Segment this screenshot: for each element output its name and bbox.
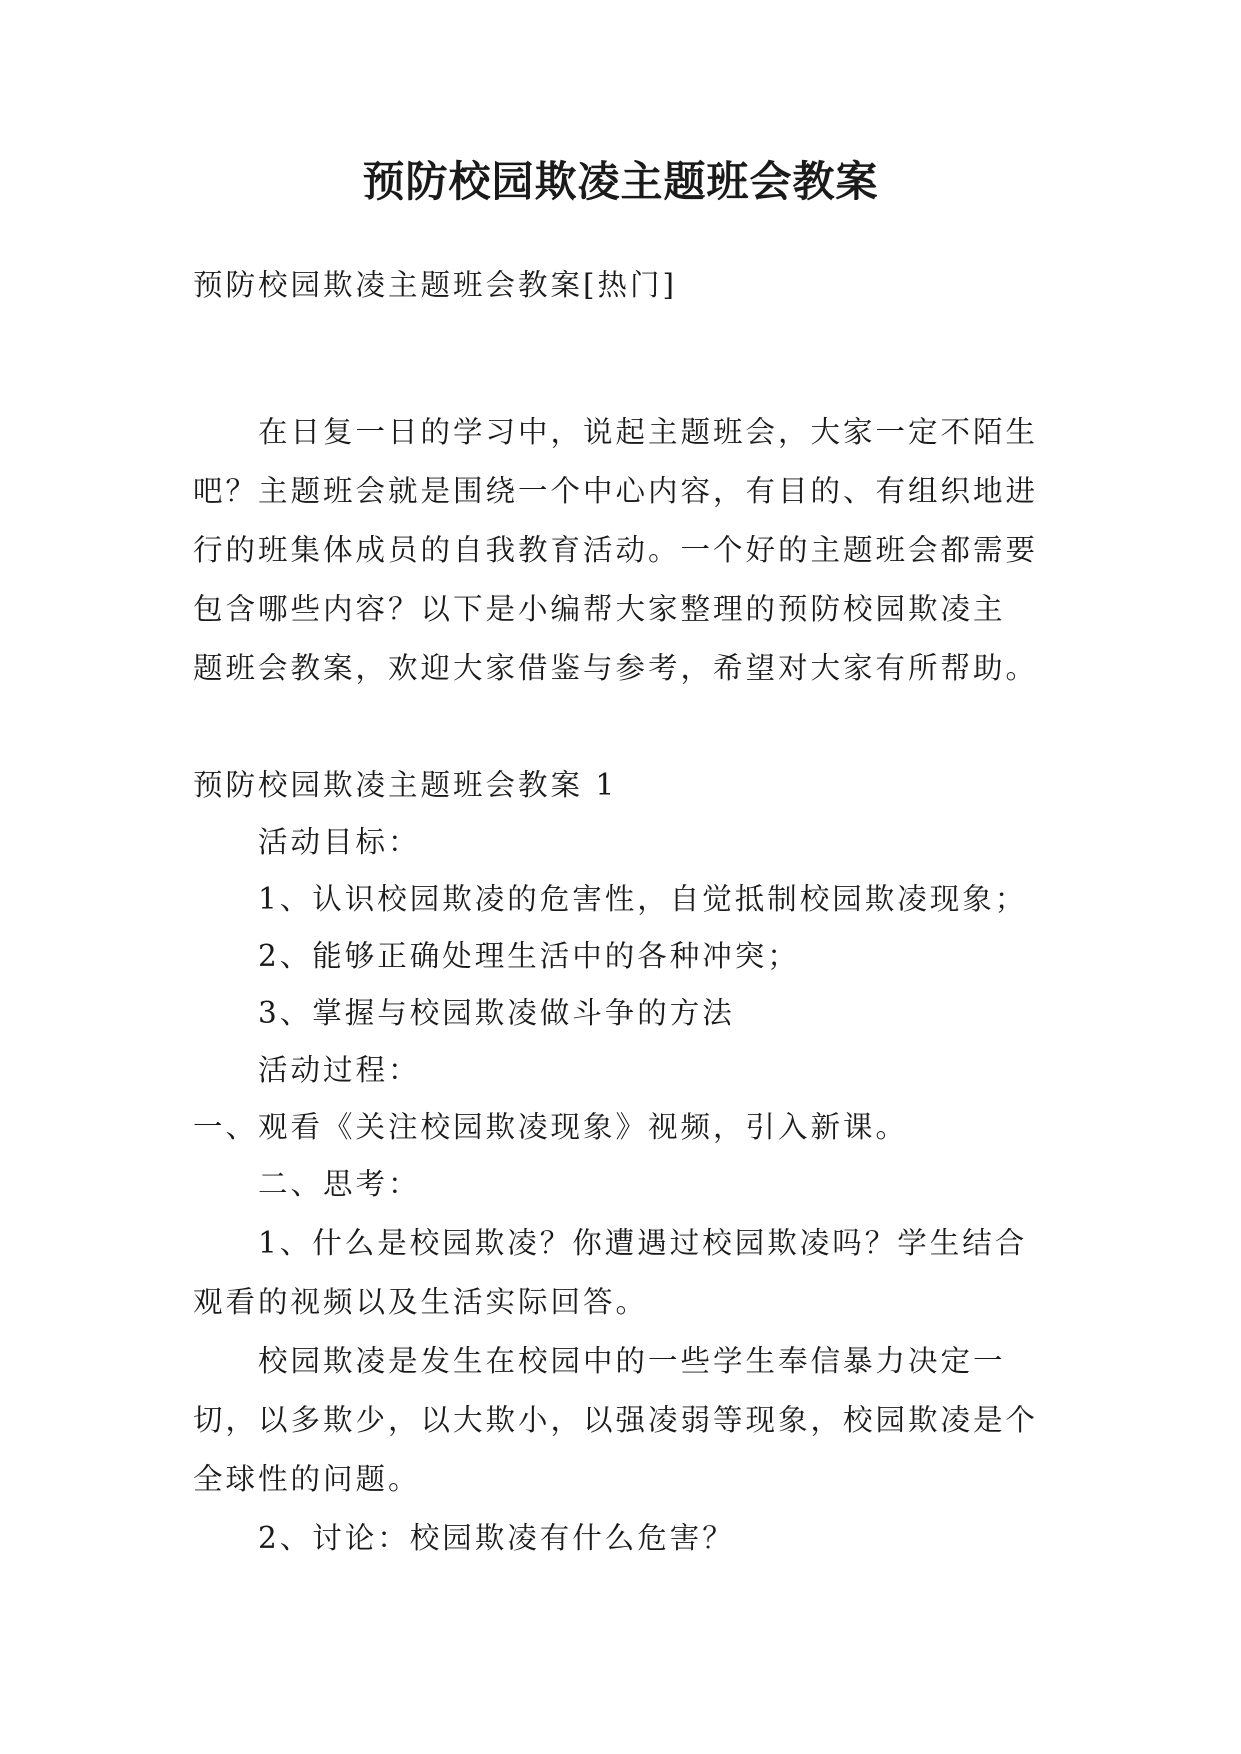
goal-item-2: 2、能够正确处理生活中的各种冲突； bbox=[258, 939, 800, 973]
question-1-line-2: 观看的视频以及生活实际回答。 bbox=[193, 1285, 649, 1319]
goal-item-1: 1、认识校园欺凌的危害性，自觉抵制校园欺凌现象； bbox=[258, 882, 1028, 916]
definition-line-3: 全球性的问题。 bbox=[193, 1462, 421, 1496]
section-heading: 预防校园欺凌主题班会教案 1 bbox=[193, 768, 618, 802]
intro-line-5: 题班会教案，欢迎大家借鉴与参考，希望对大家有所帮助。 bbox=[193, 651, 1039, 685]
definition-line-1: 校园欺凌是发生在校园中的一些学生奉信暴力决定一 bbox=[258, 1344, 1006, 1378]
document-title: 预防校园欺凌主题班会教案 bbox=[362, 157, 879, 206]
intro-line-2: 吧？主题班会就是围绕一个中心内容，有目的、有组织地进 bbox=[193, 474, 1039, 508]
document-subtitle: 预防校园欺凌主题班会教案[热门] bbox=[193, 268, 678, 302]
question-2: 2、讨论：校园欺凌有什么危害？ bbox=[258, 1521, 735, 1555]
goals-label: 活动目标： bbox=[258, 825, 421, 859]
process-step-2: 二、思考： bbox=[258, 1167, 421, 1201]
process-label: 活动过程： bbox=[258, 1053, 421, 1087]
intro-line-1: 在日复一日的学习中，说起主题班会，大家一定不陌生 bbox=[258, 415, 1039, 449]
question-1-line-1: 1、什么是校园欺凌？你遭遇过校园欺凌吗？学生结合 bbox=[258, 1226, 1028, 1260]
intro-line-4: 包含哪些内容？以下是小编帮大家整理的预防校园欺凌主 bbox=[193, 592, 1006, 626]
definition-line-2: 切，以多欺少，以大欺小，以强凌弱等现象，校园欺凌是个 bbox=[193, 1403, 1039, 1437]
process-step-1: 一、观看《关注校园欺凌现象》视频，引入新课。 bbox=[193, 1110, 909, 1144]
goal-item-3: 3、掌握与校园欺凌做斗争的方法 bbox=[258, 996, 735, 1030]
intro-line-3: 行的班集体成员的自我教育活动。一个好的主题班会都需要 bbox=[193, 533, 1039, 567]
